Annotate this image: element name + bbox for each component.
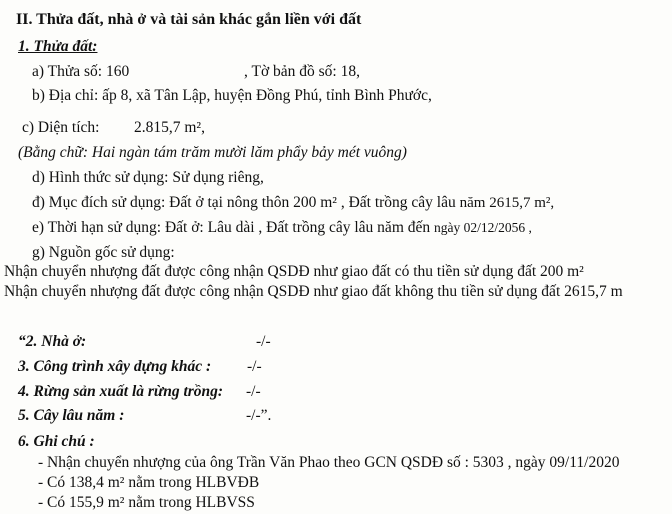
usage-purpose bbox=[32, 193, 554, 213]
other-works-label: 3. Công trình xây dựng khác : bbox=[18, 358, 212, 375]
usage-term bbox=[32, 218, 532, 238]
area-label: c) Diện tích: bbox=[22, 119, 100, 136]
usage-term-date: ngày 02/12/2056 , bbox=[434, 220, 532, 235]
land-heading: 1. Thửa đất: bbox=[18, 38, 98, 55]
usage-term-main: e) Thời hạn sử dụng: Đất ở: Lâu dài , Đất trồng cây lâu năm đến bbox=[32, 219, 431, 236]
map-sheet: , Tờ bản đồ số: 18, bbox=[244, 63, 360, 80]
address: b) Địa chỉ: ấp 8, xã Tân Lập, huyện Đồng Phú, tỉnh Bình Phước, bbox=[32, 87, 432, 104]
note-item-3: - Có 155,9 m² nằm trong HLBVSS bbox=[38, 494, 255, 511]
perennial-label: 5. Cây lâu năm : bbox=[18, 407, 125, 424]
house-value: -/- bbox=[256, 333, 271, 350]
area-in-words: (Bằng chữ: Hai ngàn tám trăm mười lăm phẩy bảy mét vuông) bbox=[18, 144, 407, 161]
origin-line-1: Nhận chuyển nhượng đất được công nhận QSDĐ như giao đất có thu tiền sử dụng đất 200 m² bbox=[4, 263, 584, 280]
forest-value: -/- bbox=[246, 383, 261, 400]
usage-purpose-main: đ) Mục đích sử dụng: Đất ở tại nông thôn 200 m² , Đất trồng cây lâu bbox=[32, 194, 456, 211]
forest-label: 4. Rừng sản xuất là rừng trồng: bbox=[18, 383, 224, 400]
usage-purpose-perennial: năm 2615,7 m², bbox=[459, 195, 555, 211]
note-item-1: - Nhận chuyển nhượng của ông Trần Văn Phao theo GCN QSDĐ số : 5303 , ngày 09/11/2020 bbox=[38, 454, 620, 471]
notes-heading: 6. Ghi chú : bbox=[18, 433, 95, 450]
perennial-value: -/-”. bbox=[246, 407, 272, 424]
house-label: “2. Nhà ở: bbox=[18, 333, 87, 350]
usage-form: d) Hình thức sử dụng: Sử dụng riêng, bbox=[32, 169, 264, 186]
other-works-value: -/- bbox=[247, 358, 262, 375]
parcel-number: a) Thửa số: 160 bbox=[32, 63, 130, 80]
area-value: 2.815,7 m², bbox=[134, 119, 205, 136]
origin-line-2: Nhận chuyển nhượng đất được công nhận QSDĐ như giao đất không thu tiền sử dụng đất 2615,7 m bbox=[4, 283, 623, 300]
section-title: II. Thửa đất, nhà ở và tài sản khác gắn liền với đất bbox=[16, 11, 362, 28]
origin-label: g) Nguồn gốc sử dụng: bbox=[32, 244, 175, 261]
note-item-2: - Có 138,4 m² nằm trong HLBVĐB bbox=[38, 474, 260, 491]
